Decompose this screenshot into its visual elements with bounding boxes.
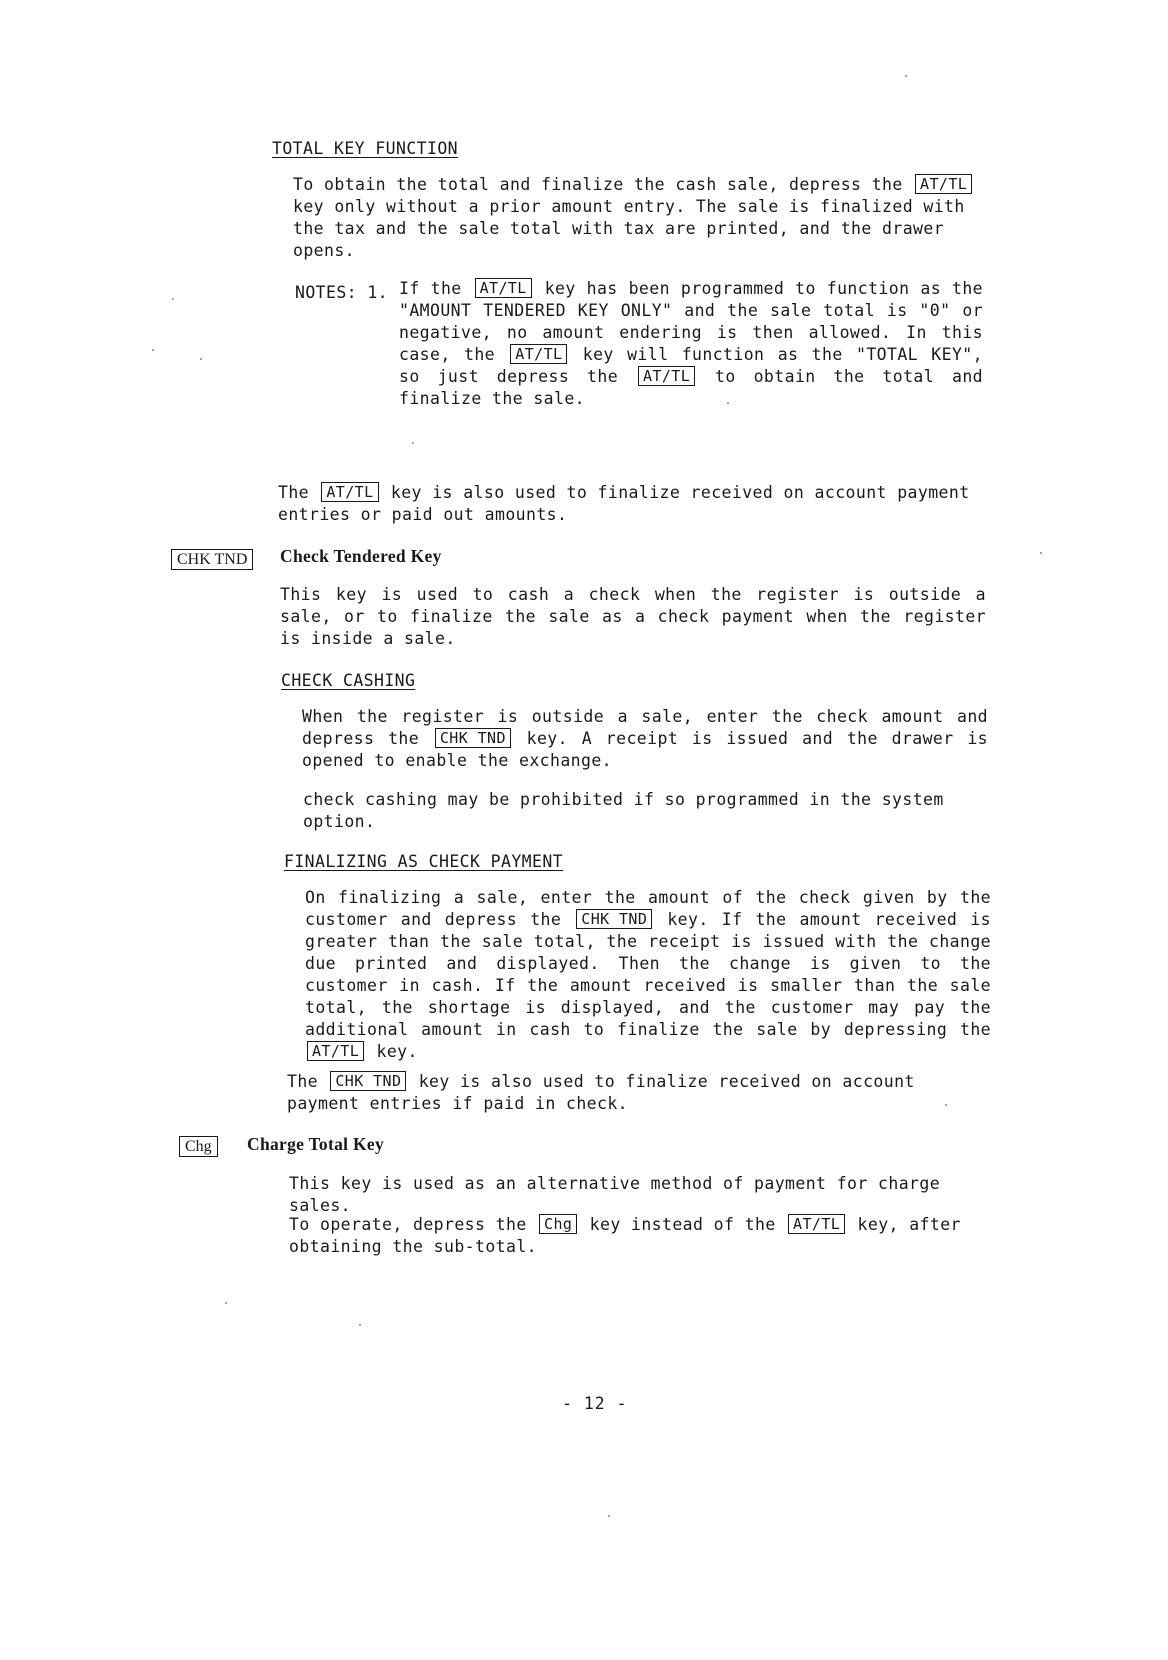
key-label-at-tl: AT/TL — [788, 1214, 845, 1234]
text-segment: When the register is outside a sale, enter the check amount and depress the — [302, 707, 988, 748]
finalizing-heading: FINALIZING AS CHECK PAYMENT — [284, 852, 564, 871]
check-cashing-heading: CHECK CASHING — [281, 671, 416, 690]
scan-speck — [412, 442, 414, 444]
check-cashing-note — [303, 789, 989, 833]
text-segment: key is also used to finalize received on account payment entries or paid out amounts. — [278, 483, 970, 524]
text-segment: key. A receipt is issued and the drawer is opened to enable the exchange. — [302, 729, 988, 770]
text-segment: To operate, depress the — [289, 1215, 527, 1234]
key-label-at-tl: AT/TL — [475, 278, 532, 298]
note-1 — [399, 278, 983, 410]
scan-speck — [608, 1515, 610, 1517]
text-segment: This key is used to cash a check when the register is outside a sale, or to finalize the sale as a check payment when the register is inside a sale. — [280, 585, 986, 648]
chk-tnd-keycap-icon: CHK TND — [171, 549, 253, 570]
charge-total-title: Charge Total Key — [247, 1134, 385, 1154]
text-segment: key, after obtaining the sub-total. — [289, 1215, 961, 1256]
key-label-at-tl: AT/TL — [510, 344, 567, 364]
scan-speck — [727, 402, 729, 404]
page-number: - 12 - — [562, 1394, 628, 1413]
key-label-at-tl: AT/TL — [307, 1041, 364, 1061]
chk-tnd-also-paragraph — [287, 1071, 993, 1115]
key-label-at-tl: AT/TL — [915, 174, 972, 194]
chg-keycap-icon: Chg — [179, 1136, 218, 1157]
text-segment: To obtain the total and finalize the cash sale, depress the — [293, 175, 903, 194]
text-segment: key instead of the — [589, 1215, 776, 1234]
text-segment: key only without a prior amount entry. The sale is finalized with the tax and the sale total with tax are printed, and the drawer opens. — [293, 197, 965, 260]
text-segment: This key is used as an alternative method of payment for charge sales. — [289, 1174, 941, 1215]
text-segment: If the — [399, 279, 462, 298]
key-label-at-tl: AT/TL — [638, 366, 695, 386]
check-cashing-paragraph — [302, 706, 988, 772]
charge-total-paragraph-2 — [289, 1214, 995, 1258]
charge-total-paragraph-1 — [289, 1173, 1009, 1217]
scan-speck — [945, 1104, 947, 1106]
text-segment: key. If the amount received is greater than the sale total, the receipt is issued with the change due printed and displayed. Then the change is given to the customer in cash. If the amount received is smaller than the sale total, the shortage is displayed, and the customer may pay the additional amount in cash to finalize the sale by depressing the — [305, 910, 991, 1039]
scan-speck — [359, 1324, 361, 1326]
check-tendered-intro — [280, 584, 986, 650]
scan-speck — [1040, 552, 1042, 554]
total-key-paragraph — [293, 174, 983, 262]
text-segment: The — [287, 1072, 319, 1091]
scan-speck — [905, 75, 907, 77]
key-label-chg: Chg — [539, 1214, 577, 1234]
text-segment: key is also used to finalize received on account payment entries if paid in check. — [287, 1072, 915, 1113]
key-label-chk-tnd: CHK TND — [435, 728, 511, 748]
scan-speck — [152, 349, 154, 351]
text-segment: to obtain the total and finalize the sale. — [399, 367, 983, 408]
key-label-chk-tnd: CHK TND — [576, 909, 652, 929]
finalizing-paragraph — [305, 887, 991, 1063]
at-tl-also-paragraph — [278, 482, 984, 526]
scan-speck — [200, 358, 202, 360]
scan-speck — [225, 1302, 227, 1304]
section-heading-total-key-function: TOTAL KEY FUNCTION — [272, 139, 459, 158]
text-segment: On finalizing a sale, enter the amount of the check given by the customer and depress the — [305, 888, 991, 929]
text-segment: The — [278, 483, 310, 502]
check-tendered-title: Check Tendered Key — [280, 546, 442, 566]
key-label-at-tl: AT/TL — [321, 482, 378, 502]
notes-label: NOTES: 1. — [295, 283, 389, 302]
text-segment: key. — [376, 1042, 418, 1061]
text-segment: key has been programmed to function as the "AMOUNT TENDERED KEY ONLY" and the sale total is "0" or negative, no amount endering is then allowed. In this case, the — [399, 279, 983, 364]
text-segment: check cashing may be prohibited if so programmed in the system option. — [303, 790, 944, 831]
key-label-chk-tnd: CHK TND — [330, 1071, 406, 1091]
text-segment: key will function as the "TOTAL KEY", so just depress the — [399, 345, 983, 386]
scan-speck — [172, 298, 174, 300]
